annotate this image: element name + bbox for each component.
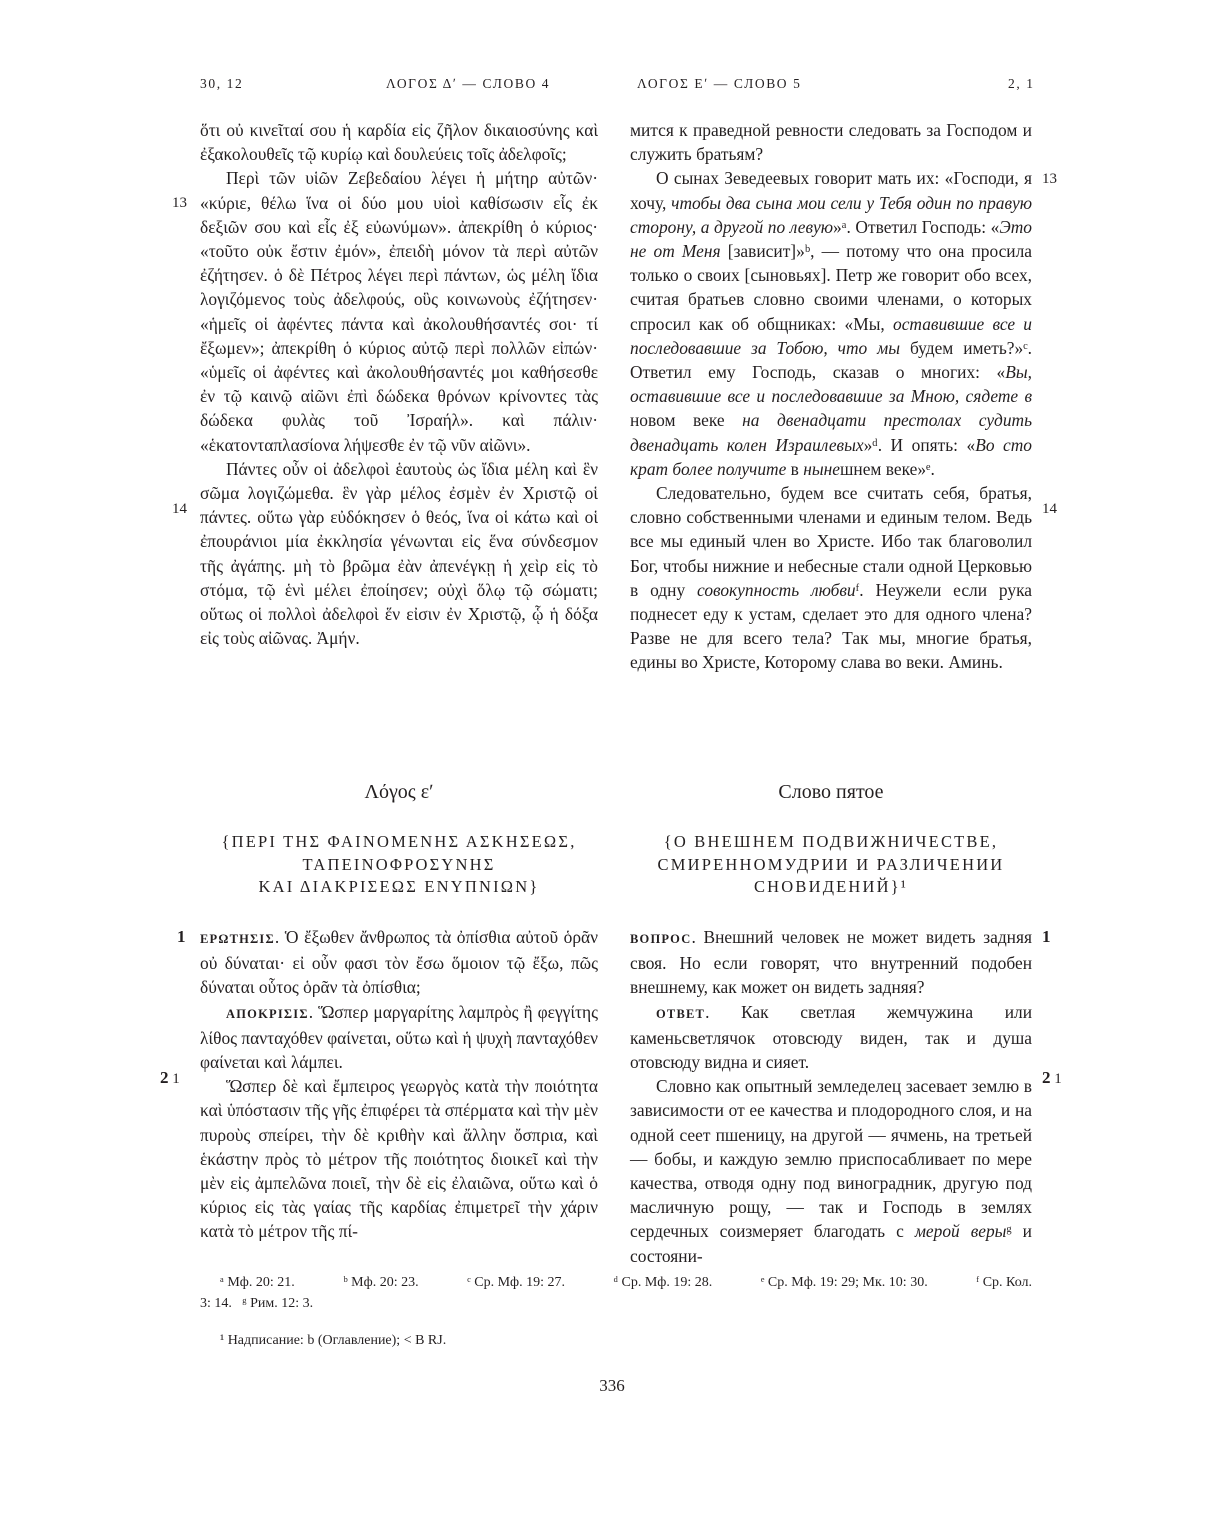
footnote-c: ᶜ Ср. Мф. 19: 27. bbox=[467, 1275, 566, 1290]
russian-paragraph-14: Следовательно, будем все считать себя, братья, словно собственными членами и единым телом. Ведь все мы единый член во Христе. Ибо так благоволил Бог, чтобы нижние и небесные стали одной Церковью в одну совокупность любвиᶠ. Неужели если рука поднесет еду к устам, сделает это для одного члена? Разве не для всего тела? Так мы, многие братья, едины во Христе, Которому слава во веки. Аминь. bbox=[630, 483, 1032, 673]
section-number-1-greek: 1 bbox=[177, 927, 186, 946]
section-number-2-russian: 2 1 bbox=[1042, 1068, 1062, 1087]
russian-paragraph-2: Словно как опытный земледелец засевает землю в зависимости от ее качества и плодородного слоя, и на одной сеет пшеницу, на другой — ячмень, на третьей — бобы, и каждую землю приспосабливает по мере качества, отводя одну под виноградник, другую под масличную рощу, — так и Господь в землях сердечных соизмеряет благодать с мерой верыᵍ и состояни- bbox=[630, 1076, 1032, 1266]
russian-section-title: Слово пятое bbox=[778, 781, 884, 803]
russian-column-top bbox=[630, 118, 1032, 675]
greek-column-bottom bbox=[200, 925, 598, 1244]
greek-question: ΕΡΩΤΗΣΙΣ. Ὁ ἔξωθεν ἄνθρωπος τὰ ὀπίσθια αὐτοῦ ὁρᾶν οὐ δύναται· εἰ οὖν φασι τὸν ἔσω ὅμοιον τῷ ἔξω, πῶς δύναται οὗτος ὁρᾶν τὰ ὀπίσθια; bbox=[200, 927, 598, 998]
footnote-b: ᵇ Мф. 20: 23. bbox=[343, 1275, 419, 1290]
russian-answer: ОТВЕТ. Как светлая жемчужина или каменьсветлячок отовсюду виден, так и душа отовсюду видна и сияет. bbox=[630, 1001, 1032, 1073]
footnotes-biblical bbox=[200, 1272, 1032, 1314]
russian-paragraph-13: О сынах Зеведеевых говорит мать их: «Господи, я хочу, чтобы два сына мои сели у Тебя один по правую сторону, а другой по левую»ᵃ. Ответил Господь: «Это не от Меня [зависит]»ᵇ, — потому что она просила только о своих [сыновьях]. Петр же говорит обо всех, считая братьев словно своими членами, о которых спросил как об общниках: «Мы, оставившие все и последовавшие за Тобою, что мы будем иметь?»ᶜ. Ответил ему Господь, сказав о многих: «Вы, оставившие все и последовавшие за Мною, сядете в новом веке на двенадцати престолах судить двенадцать колен Израилевых»ᵈ. И опять: «Во сто крат более получите в нынешнем веке»ᵉ. bbox=[630, 168, 1033, 479]
greek-paragraph-2: Ὥσπερ δὲ καὶ ἔμπειρος γεωργὸς κατὰ τὴν ποιότητα καὶ ὑπόστασιν τῆς γῆς ἐπιφέρει τὰ σπέρματα καὶ τὴν μὲν πυροὺς σπείρει, τὴν δὲ κριθὴν καὶ ἄλλην ὄσπρια, καὶ ἑκάστην πρὸς τὸ μέτρον τῆς ποιότητος διοικεῖ καὶ τὴν μὲν εἰς ἀμπελῶνα ποιεῖ, τὴν δὲ εἰς ἐλαιῶνα, οὕτω καὶ ὁ κύριος εἰς τὰς γαίας τῆς καρδίας ἐπιμετρεῖ τὴν χάριν κατὰ τὸ μέτρον τῆς πί- bbox=[200, 1076, 598, 1242]
greek-section-title: Λόγος εʹ bbox=[364, 781, 434, 803]
russian-section-subtitle: {О ВНЕШНЕМ ПОДВИЖНИЧЕСТВЕ, СМИРЕННОМУДРИИ И РАЗЛИЧЕНИИ СНОВИДЕНИЙ}¹ bbox=[657, 832, 1005, 896]
footnote-d: ᵈ Ср. Мф. 19: 28. bbox=[613, 1275, 713, 1290]
greek-section-subtitle: {ΠΕΡΙ ΤΗΣ ΦΑΙΝΟΜΕΝΗΣ ΑΣΚΗΣΕΩΣ, ΤΑΠΕΙΝΟΦΡΟΣΥΝΗΣ ΚΑΙ ΔΙΑΚΡΙΣΕΩΣ ΕΝΥΠΝΙΩΝ} bbox=[221, 832, 577, 896]
section-number-2-greek: 2 1 bbox=[160, 1068, 180, 1087]
verse-number-14-russian: 14 bbox=[1042, 501, 1057, 517]
greek-paragraph-14: Πάντες οὖν οἱ ἀδελφοὶ ἑαυτοὺς ὡς ἴδια μέλη καὶ ἓν σῶμα λογιζώμεθα. ἓν γὰρ μέλος ἐσμὲν ἐν Χριστῷ οἱ πάντες. οὕτω γὰρ εὐδόκησεν ὁ θεός, ἵνα οἱ κάτω καὶ οἱ ἐπουράνιοι μία ἐκκλησία γένωνται εἰς ἕνα σύνδεσμον τῆς ἀγάπης. μὴ τὸ βρῶμα ἐὰν ἀπενέγκῃ ἡ χεὶρ εἰς τὸ στόμα, τῷ ἑνὶ μέλει ἐποίησεν; οὐχὶ ὅλῳ τῷ σώματι; οὕτως οἱ πολλοὶ ἀδελφοὶ ἕν εἰσιν ἐν Χριστῷ, ᾧ ἡ δόξα εἰς τοὺς αἰῶνας. Ἀμήν. bbox=[200, 458, 598, 649]
verse-number-14-greek: 14 bbox=[172, 501, 187, 517]
greek-answer: ΑΠΟΚΡΙΣΙΣ. Ὥσπερ μαργαρίτης λαμπρὸς ἢ φεγγίτης λίθος πανταχόθεν φαίνεται, οὕτω καὶ ἡ ψυχὴ πανταχόθεν φαίνεται καὶ λάμπει. bbox=[200, 1001, 598, 1073]
russian-question: ВОПРОС. Внешний человек не может видеть задняя своя. Но если говорят, что внутренний подобен внешнему, как может он видеть задняя? bbox=[630, 927, 1032, 998]
footnote-apparatus: ¹ Надписание: b (Оглавление); < B RJ. bbox=[220, 1333, 447, 1348]
footnote-e: ᵉ Ср. Мф. 19: 29; Мк. 10: 30. bbox=[760, 1275, 928, 1290]
footnote-f: ᶠ Ср. Кол. bbox=[976, 1275, 1032, 1290]
verse-number-13-russian: 13 bbox=[1042, 171, 1057, 187]
russian-paragraph-12: мится к праведной ревности следовать за Господом и служить братьям? bbox=[630, 120, 1032, 165]
greek-column-top bbox=[200, 118, 598, 650]
header-left-title: ΛΟΓΟΣ Δʹ — СЛОВО 4 bbox=[386, 76, 551, 91]
section-number-1-russian: 1 bbox=[1042, 927, 1051, 946]
header-right-title: ΛΟΓΟΣ Εʹ — СЛОВО 5 bbox=[637, 76, 802, 91]
header-right-ref: 2, 1 bbox=[1008, 76, 1035, 91]
footnote-continuation: 3: 14. ᵍ Рим. 12: 3. bbox=[200, 1296, 314, 1311]
russian-column-bottom bbox=[630, 925, 1032, 1268]
verse-number-13-greek: 13 bbox=[172, 195, 187, 211]
greek-paragraph-13: Περὶ τῶν υἱῶν Ζεβεδαίου λέγει ἡ μήτηρ αὐτῶν· «κύριε, θέλω ἵνα οἱ δύο μου υἱοὶ καθίσωσιν εἷς ἐκ δεξιῶν σου καὶ εἷς ἐξ εὐωνύμων». ἀπεκρίθη ὁ κύριος· «τοῦτο οὐκ ἔστιν ἐμόν», ἐπειδὴ μόνον τὰ περὶ αὐτῶν ἐζήτησεν. ὁ δὲ Πέτρος λέγει περὶ πάντων, ὡς μέλη ἴδια λογιζόμενος τοὺς ἀδελφούς, οὓς κοινωνοὺς ἐζήτησεν· «ἡμεῖς οἱ ἀφέντες πάντα καὶ ἀκολουθήσαντές σοι· τί ἔξωμεν»; ἀπεκρίθη ὁ κύριος αὐτῷ περὶ πολλῶν εἰπών· «ὑμεῖς οἱ ἀφέντες καὶ ἀκολουθήσαντές μοι καθήσεσθε ἐν τῷ καινῷ αἰῶνι ἐπὶ δώδεκα θρόνων κρίνοντες τὰς δώδεκα φυλὰς τοῦ Ἰσραήλ». καὶ πάλιν· «ἑκατονταπλασίονα λήψεσθε ἐν τῷ νῦν αἰῶνι». bbox=[200, 168, 598, 455]
header-left-ref: 30, 12 bbox=[200, 76, 244, 91]
page-number: 336 bbox=[599, 1376, 625, 1395]
footnote-a: ᵃ Мф. 20: 21. bbox=[220, 1275, 295, 1290]
greek-paragraph-12: ὅτι οὐ κινεῖταί σου ἡ καρδία εἰς ζῆλον δικαιοσύνης καὶ ἐξακολουθεῖς τῷ κυρίῳ καὶ δουλεύεις τοῖς ἀδελφοῖς; bbox=[200, 120, 598, 165]
